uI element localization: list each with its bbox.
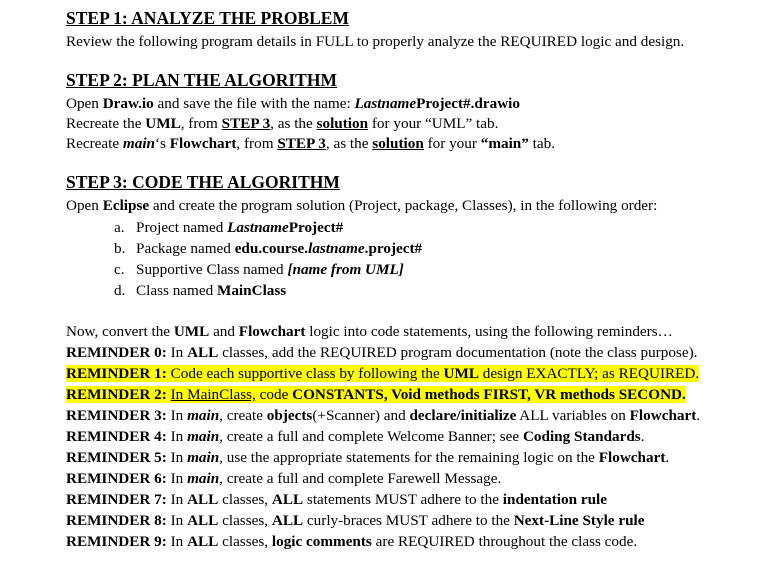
reminder-0: REMINDER 0: In ALL classes, add the REQUIRED program documentation (note the class purpose). [66, 344, 698, 361]
list-item: b. Package named edu.course.lastname.project# [114, 240, 423, 257]
step3-heading: STEP 3: CODE THE ALGORITHM [66, 172, 340, 192]
step2-line-1: Open Draw.io and save the file with the name: LastnameProject#.drawio [66, 95, 520, 112]
reminder-7: REMINDER 7: In ALL classes, ALL statements MUST adhere to the indentation rule [66, 491, 607, 508]
reminder-9: REMINDER 9: In ALL classes, logic comments are REQUIRED throughout the class code. [66, 533, 638, 550]
step1-heading: STEP 1: ANALYZE THE PROBLEM [66, 8, 349, 28]
reminder-5: REMINDER 5: In main, use the appropriate statements for the remaining logic on the Flowchart. [66, 449, 670, 466]
step2-line-2: Recreate the UML, from STEP 3, as the solution for your “UML” tab. [66, 115, 499, 132]
list-item: d. Class named MainClass [114, 282, 287, 299]
reminder-8: REMINDER 8: In ALL classes, ALL curly-braces MUST adhere to the Next-Line Style rule [66, 512, 645, 529]
step2-line-3: Recreate main‘s Flowchart, from STEP 3, as the solution for your “main” tab. [66, 135, 555, 152]
reminder-6: REMINDER 6: In main, create a full and complete Farewell Message. [66, 470, 502, 487]
reminder-3: REMINDER 3: In main, create objects(+Scanner) and declare/initialize ALL variables on Flowchart. [66, 407, 701, 424]
list-item: c. Supportive Class named [name from UML] [114, 261, 404, 278]
reminder-1: REMINDER 1: Code each supportive class by following the UML design EXACTLY; as REQUIRED. [66, 365, 700, 382]
now-paragraph: Now, convert the UML and Flowchart logic into code statements, using the following reminders… [66, 323, 673, 340]
step2-heading: STEP 2: PLAN THE ALGORITHM [66, 70, 337, 90]
reminder-4: REMINDER 4: In main, create a full and complete Welcome Banner; see Coding Standards. [66, 428, 645, 445]
step1-body: Review the following program details in FULL to properly analyze the REQUIRED logic and design. [66, 33, 685, 50]
step3-line-1: Open Eclipse and create the program solution (Project, package, Classes), in the following order: [66, 197, 658, 214]
list-item: a. Project named LastnameProject# [114, 219, 344, 236]
reminder-2: REMINDER 2: In MainClass, code CONSTANTS, Void methods FIRST, VR methods SECOND. [66, 386, 686, 403]
